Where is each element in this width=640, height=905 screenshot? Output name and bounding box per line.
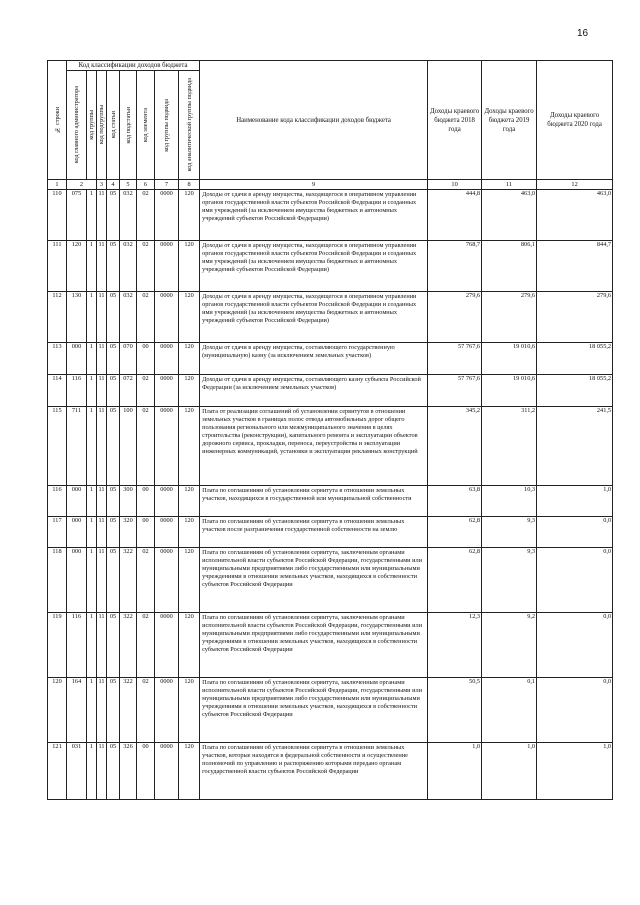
table-row (48, 292, 613, 343)
row-number-cell: 116 (48, 486, 67, 517)
row-number-cell: 119 (48, 613, 67, 678)
table-row (48, 241, 613, 292)
subarticle-code-cell: 100 (120, 407, 137, 486)
revenue-2018-cell: 62,8 (428, 517, 482, 548)
revenue-2018-cell: 63,8 (428, 486, 482, 517)
analytic-code-cell: 120 (179, 517, 200, 548)
revenue-2019-cell: 806,1 (482, 241, 537, 292)
revenue-name-cell: Плата по соглашениям об установлении сервитута в отношении земельных участков, которые находятся в федеральной собственности и осуществление полномочий по управлению и распоряжению которыми передано органам государственной власти субъектов Российской Федерации (200, 743, 428, 800)
revenue-2019-cell: 10,3 (482, 486, 537, 517)
subtype-code-cell: 0000 (155, 743, 179, 800)
revenue-2019-cell: 9,2 (482, 613, 537, 678)
revenue-2020-cell: 463,0 (537, 190, 613, 241)
element-code-cell: 02 (137, 678, 155, 743)
header-code-subtype-group (155, 71, 179, 180)
group-code-cell: 1 (87, 548, 97, 613)
table-row (48, 486, 613, 517)
column-number: 2 (67, 180, 97, 190)
table-row (48, 407, 613, 486)
revenue-2019-cell: 279,6 (482, 292, 537, 343)
column-number: 4 (107, 180, 120, 190)
column-number: 12 (537, 180, 613, 190)
revenue-2018-cell: 345,2 (428, 407, 482, 486)
subgroup-code-cell: 11 (97, 613, 107, 678)
analytic-code-cell: 120 (179, 678, 200, 743)
revenue-2019-cell: 9,3 (482, 548, 537, 613)
admin-code-cell: 000 (67, 548, 87, 613)
element-code-cell: 02 (137, 613, 155, 678)
subtype-code-cell: 0000 (155, 190, 179, 241)
analytic-code-cell: 120 (179, 613, 200, 678)
admin-code-cell: 075 (67, 190, 87, 241)
revenue-name-cell: Плата по соглашениям об установлении сервитута в отношении земельных участков после разграничения государственной собственности на землю (200, 517, 428, 548)
revenue-2018-cell: 50,5 (428, 678, 482, 743)
element-code-cell: 00 (137, 743, 155, 800)
article-code-cell: 05 (107, 517, 120, 548)
revenue-2020-cell: 1,0 (537, 486, 613, 517)
group-code-cell: 1 (87, 292, 97, 343)
analytic-code-cell: 120 (179, 190, 200, 241)
column-number-row (48, 180, 613, 190)
revenue-2020-cell: 844,7 (537, 241, 613, 292)
column-number: 3 (97, 180, 107, 190)
group-code-cell: 1 (87, 241, 97, 292)
column-number: 5 (120, 180, 137, 190)
revenue-2019-cell: 463,0 (482, 190, 537, 241)
subgroup-code-cell: 11 (97, 241, 107, 292)
header-classification-group: Код классификации доходов бюджета (67, 61, 200, 71)
subgroup-code-cell: 11 (97, 292, 107, 343)
subtype-code-cell: 0000 (155, 375, 179, 407)
analytic-code-cell: 120 (179, 548, 200, 613)
header-code-group (87, 71, 97, 180)
admin-code-cell: 164 (67, 678, 87, 743)
group-code-cell: 1 (87, 517, 97, 548)
column-number: 11 (482, 180, 537, 190)
analytic-code-cell: 120 (179, 292, 200, 343)
subtype-code-cell: 0000 (155, 292, 179, 343)
analytic-code-cell: 120 (179, 486, 200, 517)
revenue-2018-cell: 279,6 (428, 292, 482, 343)
page-number: 16 (577, 28, 589, 39)
revenue-2018-cell: 1,0 (428, 743, 482, 800)
column-number: 8 (179, 180, 200, 190)
group-code-cell: 1 (87, 486, 97, 517)
header-code-admin (67, 71, 87, 180)
revenue-2018-cell: 12,3 (428, 613, 482, 678)
table-row (48, 613, 613, 678)
revenue-name-cell: Доходы от сдачи в аренду имущества, находящегося в оперативном управлении органов государственной власти субъектов Российской Федерации и созданных ими учреждений (за исключением имущества бюджетных и автономных учреждений субъектов Российской Федерации) (200, 241, 428, 292)
revenue-2020-cell: 241,5 (537, 407, 613, 486)
group-code-cell: 1 (87, 407, 97, 486)
admin-code-cell: 130 (67, 292, 87, 343)
subgroup-code-cell: 11 (97, 743, 107, 800)
revenue-2018-cell: 444,8 (428, 190, 482, 241)
revenue-name-cell: Плата от реализации соглашений об установлении сервитутов в отношении земельных участков в границах полос отвода автомобильных дорог общего пользования регионального или межмуниципального значения в целях строительства (реконструкции), капитального ремонта и эксплуатации объектов дорожного сервиса, прокладки, переноса, переустройства и эксплуатации инженерных коммуникаций, установки и эксплуатации рекламных конструкций (200, 407, 428, 486)
table-row (48, 343, 613, 375)
header-code-article (107, 71, 120, 180)
analytic-code-cell: 120 (179, 241, 200, 292)
revenue-2018-cell: 57 767,6 (428, 375, 482, 407)
subgroup-code-cell: 11 (97, 517, 107, 548)
article-code-cell: 05 (107, 190, 120, 241)
table-row (48, 548, 613, 613)
header-code-group-label: код группы (88, 110, 95, 140)
admin-code-cell: 000 (67, 486, 87, 517)
row-number-cell: 117 (48, 517, 67, 548)
header-code-subtype-group-label: код группы подвида (163, 98, 170, 152)
admin-code-cell: 120 (67, 241, 87, 292)
header-row-no-label: № строки (53, 106, 61, 134)
revenue-name-cell: Доходы от сдачи в аренду имущества, находящегося в оперативном управлении органов государственной власти субъектов Российской Федерации и созданных ими учреждений (за исключением имущества бюджетных и автономных учреждений субъектов Российской Федерации) (200, 190, 428, 241)
revenue-2019-cell: 1,0 (482, 743, 537, 800)
row-number-cell: 111 (48, 241, 67, 292)
header-name: Наименование кода классификации доходов бюджета (200, 61, 428, 180)
revenue-table (47, 60, 613, 800)
analytic-code-cell: 120 (179, 407, 200, 486)
subarticle-code-cell: 032 (120, 190, 137, 241)
row-number-cell: 118 (48, 548, 67, 613)
revenue-2019-cell: 0,1 (482, 678, 537, 743)
header-code-article-label: код статьи (109, 111, 117, 139)
revenue-2019-cell: 19 010,6 (482, 375, 537, 407)
revenue-2020-cell: 18 055,2 (537, 343, 613, 375)
subarticle-code-cell: 326 (120, 743, 137, 800)
revenue-2019-cell: 311,2 (482, 407, 537, 486)
subgroup-code-cell: 11 (97, 190, 107, 241)
group-code-cell: 1 (87, 743, 97, 800)
admin-code-cell: 116 (67, 375, 87, 407)
subarticle-code-cell: 322 (120, 678, 137, 743)
element-code-cell: 02 (137, 190, 155, 241)
subarticle-code-cell: 070 (120, 343, 137, 375)
admin-code-cell: 711 (67, 407, 87, 486)
header-code-analytic-group (179, 71, 200, 180)
group-code-cell: 1 (87, 343, 97, 375)
subtype-code-cell: 0000 (155, 407, 179, 486)
subtype-code-cell: 0000 (155, 678, 179, 743)
revenue-2018-cell: 57 767,6 (428, 343, 482, 375)
header-year-2020: Доходы краевого бюджета 2020 года (537, 61, 613, 180)
row-number-cell: 121 (48, 743, 67, 800)
article-code-cell: 05 (107, 343, 120, 375)
header-code-analytic-group-label: код аналитической группы подвида (185, 78, 193, 172)
header-year-2018: Доходы краевого бюджета 2018 года (428, 61, 482, 180)
column-number: 1 (48, 180, 67, 190)
revenue-2020-cell: 0,0 (537, 678, 613, 743)
revenue-name-cell: Доходы от сдачи в аренду имущества, составляющего казну субъекта Российской Федерации (за исключением земельных участков) (200, 375, 428, 407)
subtype-code-cell: 0000 (155, 517, 179, 548)
group-code-cell: 1 (87, 375, 97, 407)
subtype-code-cell: 0000 (155, 241, 179, 292)
subgroup-code-cell: 11 (97, 375, 107, 407)
header-code-subarticle-label: код подстатьи (124, 106, 132, 144)
article-code-cell: 05 (107, 548, 120, 613)
header-row-no (48, 61, 67, 180)
article-code-cell: 05 (107, 407, 120, 486)
table-row (48, 517, 613, 548)
revenue-2020-cell: 0,0 (537, 517, 613, 548)
revenue-name-cell: Плата по соглашениям об установлении сервитута в отношении земельных участков, находящихся в государственной или муниципальной собственности (200, 486, 428, 517)
article-code-cell: 05 (107, 292, 120, 343)
revenue-2019-cell: 9,3 (482, 517, 537, 548)
header-code-admin-label: код главного администратора (73, 86, 80, 164)
group-code-cell: 1 (87, 190, 97, 241)
subtype-code-cell: 0000 (155, 486, 179, 517)
table-row (48, 190, 613, 241)
revenue-name-cell: Доходы от сдачи в аренду имущества, составляющего государственную (муниципальную) казну (за исключением земельных участков) (200, 343, 428, 375)
row-number-cell: 115 (48, 407, 67, 486)
admin-code-cell: 000 (67, 517, 87, 548)
revenue-name-cell: Плата по соглашениям об установлении сервитута, заключенным органами исполнительной власти субъектов Российской Федерации, государственными или муниципальными предприятиями либо государственными или муниципальными учреждениями в отношении земельных участков, находящихся в собственности субъектов Российской Федерации (200, 678, 428, 743)
table-body (48, 180, 613, 800)
article-code-cell: 05 (107, 743, 120, 800)
subtype-code-cell: 0000 (155, 548, 179, 613)
table-row (48, 743, 613, 800)
element-code-cell: 02 (137, 292, 155, 343)
element-code-cell: 02 (137, 241, 155, 292)
column-number: 7 (155, 180, 179, 190)
header-code-subgroup (97, 71, 107, 180)
analytic-code-cell: 120 (179, 343, 200, 375)
column-number: 9 (200, 180, 428, 190)
header-code-subarticle (120, 71, 137, 180)
element-code-cell: 00 (137, 486, 155, 517)
subgroup-code-cell: 11 (97, 407, 107, 486)
revenue-name-cell: Доходы от сдачи в аренду имущества, находящегося в оперативном управлении органов государственной власти субъектов Российской Федерации и созданных ими учреждений (за исключением имущества бюджетных и автономных учреждений субъектов Российской Федерации) (200, 292, 428, 343)
element-code-cell: 00 (137, 517, 155, 548)
article-code-cell: 05 (107, 613, 120, 678)
admin-code-cell: 116 (67, 613, 87, 678)
header-code-subgroup-label: код подгруппы (98, 105, 105, 145)
subarticle-code-cell: 032 (120, 292, 137, 343)
header-year-2019: Доходы краевого бюджета 2019 года (482, 61, 537, 180)
header-code-element (137, 71, 155, 180)
group-code-cell: 1 (87, 678, 97, 743)
subarticle-code-cell: 032 (120, 241, 137, 292)
revenue-name-cell: Плата по соглашениям об установлении сервитута, заключенным органами исполнительной власти субъектов Российской Федерации, государственными или муниципальными предприятиями либо государственными или муниципальными учреждениями в отношении земельных участков, находящихся в собственности субъектов Российской Федерации (200, 613, 428, 678)
revenue-2018-cell: 768,7 (428, 241, 482, 292)
article-code-cell: 05 (107, 241, 120, 292)
subarticle-code-cell: 322 (120, 613, 137, 678)
column-number: 6 (137, 180, 155, 190)
subgroup-code-cell: 11 (97, 343, 107, 375)
header-group-row (48, 61, 613, 71)
subtype-code-cell: 0000 (155, 613, 179, 678)
element-code-cell: 00 (137, 343, 155, 375)
element-code-cell: 02 (137, 375, 155, 407)
subgroup-code-cell: 11 (97, 486, 107, 517)
table-row (48, 678, 613, 743)
row-number-cell: 120 (48, 678, 67, 743)
revenue-2018-cell: 62,8 (428, 548, 482, 613)
revenue-2020-cell: 0,0 (537, 613, 613, 678)
revenue-2020-cell: 18 055,2 (537, 375, 613, 407)
revenue-2019-cell: 19 010,6 (482, 343, 537, 375)
element-code-cell: 02 (137, 548, 155, 613)
analytic-code-cell: 120 (179, 743, 200, 800)
row-number-cell: 112 (48, 292, 67, 343)
row-number-cell: 110 (48, 190, 67, 241)
subgroup-code-cell: 11 (97, 678, 107, 743)
admin-code-cell: 031 (67, 743, 87, 800)
table-row (48, 375, 613, 407)
row-number-cell: 113 (48, 343, 67, 375)
revenue-name-cell: Плата по соглашениям об установлении сервитута, заключенным органами исполнительной власти субъектов Российской Федерации, государственными или муниципальными предприятиями либо государственными или муниципальными учреждениями в отношении земельных участков, находящихся в собственности субъектов Российской Федерации (200, 548, 428, 613)
article-code-cell: 05 (107, 375, 120, 407)
revenue-2020-cell: 0,0 (537, 548, 613, 613)
revenue-2020-cell: 279,6 (537, 292, 613, 343)
subarticle-code-cell: 320 (120, 517, 137, 548)
group-code-cell: 1 (87, 613, 97, 678)
revenue-2020-cell: 1,0 (537, 743, 613, 800)
column-number: 10 (428, 180, 482, 190)
article-code-cell: 05 (107, 486, 120, 517)
admin-code-cell: 000 (67, 343, 87, 375)
subtype-code-cell: 0000 (155, 343, 179, 375)
subarticle-code-cell: 300 (120, 486, 137, 517)
subgroup-code-cell: 11 (97, 548, 107, 613)
analytic-code-cell: 120 (179, 375, 200, 407)
subarticle-code-cell: 072 (120, 375, 137, 407)
row-number-cell: 114 (48, 375, 67, 407)
subarticle-code-cell: 322 (120, 548, 137, 613)
article-code-cell: 05 (107, 678, 120, 743)
element-code-cell: 02 (137, 407, 155, 486)
header-code-element-label: код элемента (142, 107, 149, 143)
